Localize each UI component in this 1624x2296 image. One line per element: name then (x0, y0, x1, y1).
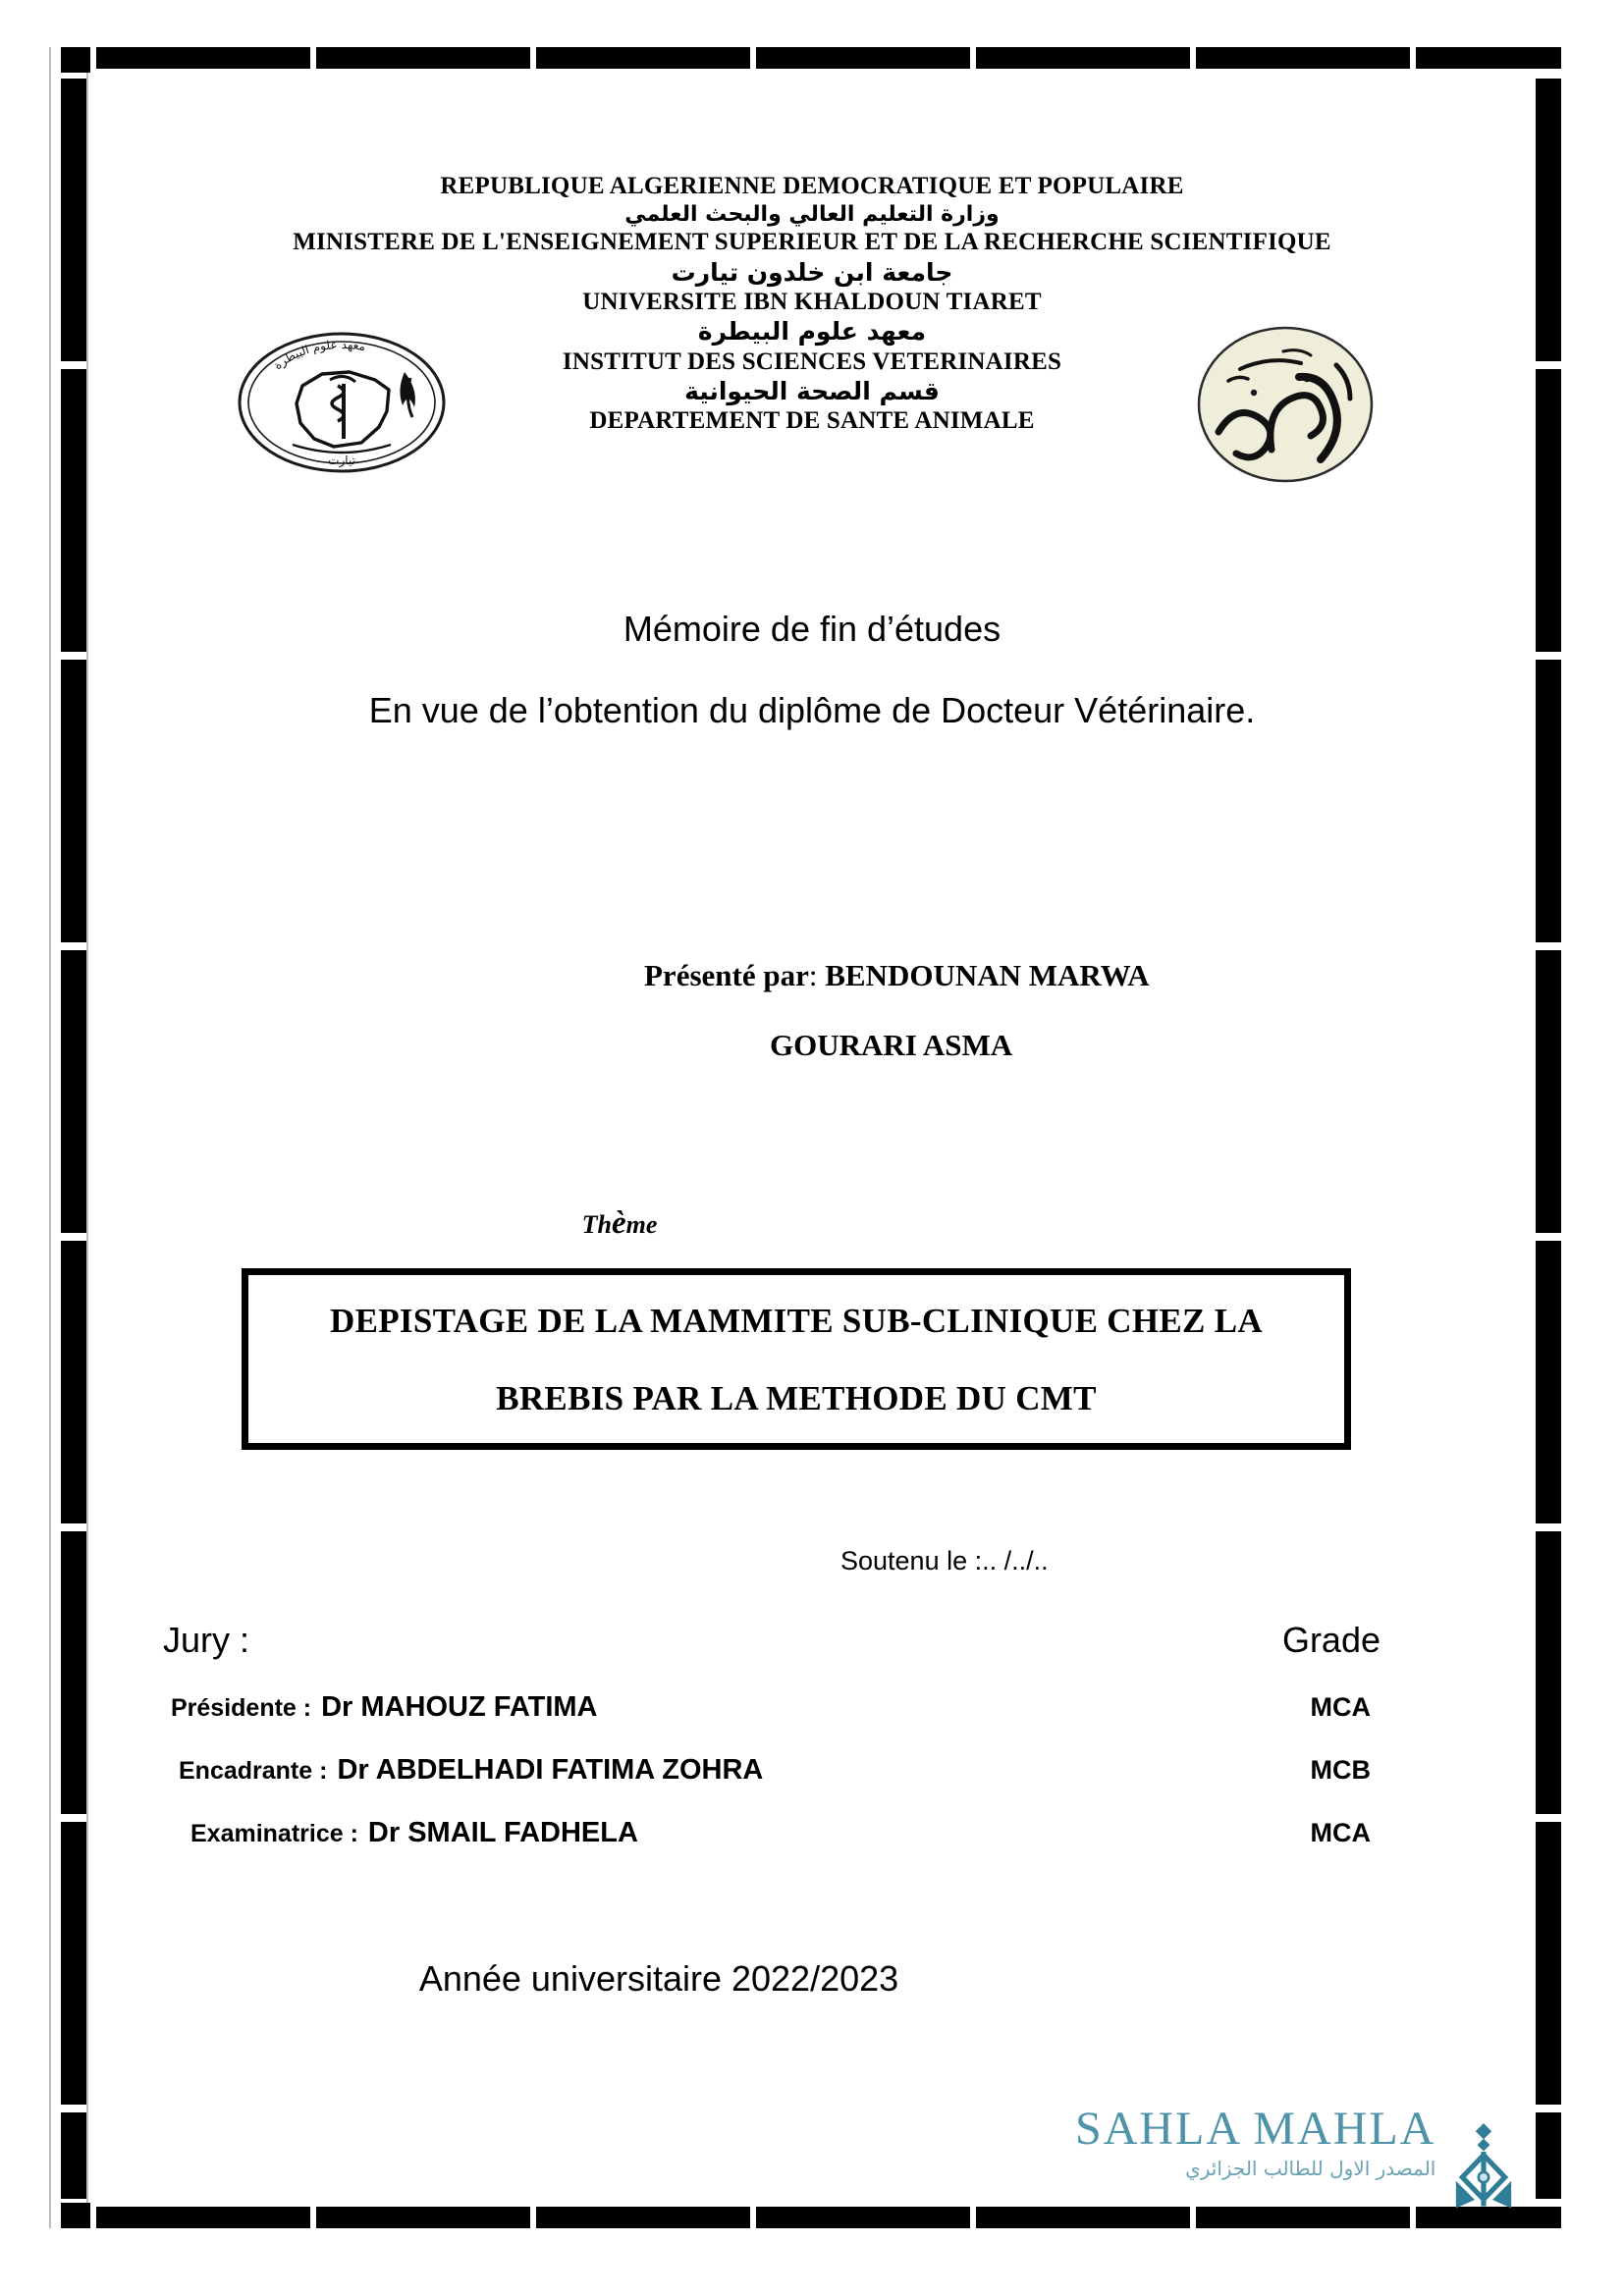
frame-segment-left (61, 1241, 86, 1523)
theme-label (94, 1205, 1145, 1242)
header-line-institute-ar: معهد علوم البيطرة (697, 317, 927, 347)
presented-by-block (644, 960, 1469, 1060)
thesis-title-box (242, 1268, 1351, 1450)
jury-member-row (143, 1691, 1420, 1724)
frame-segment-top (1416, 47, 1561, 69)
jury-member-grade: MCB (1310, 1755, 1371, 1785)
jury-heading-row (143, 1620, 1420, 1661)
header-line-republic: REPUBLIQUE ALGERIENNE DEMOCRATIQUE ET POPULAIRE (440, 173, 1184, 199)
svg-text:تيارت: تيارت (328, 454, 355, 467)
frame-segment-right (1536, 1241, 1561, 1523)
header-line-university-ar: جامعة ابن خلدون تيارت (671, 257, 953, 287)
jury-member-role: Examinatrice : (190, 1820, 358, 1847)
frame-segment-right (1536, 1822, 1561, 2105)
jury-member-left (179, 1754, 763, 1787)
frame-hairline-left (49, 47, 51, 2228)
presented-by-label: Présenté par (644, 958, 809, 992)
grade-heading-label: Grade (1281, 1620, 1380, 1660)
memoire-title-line: Mémoire de fin d’études (623, 609, 1001, 649)
frame-segment-top (976, 47, 1190, 69)
frame-segment-left (61, 369, 86, 652)
frame-segment-right (1536, 950, 1561, 1233)
frame-segment-bottom (756, 2207, 970, 2228)
watermark-title: SAHLA MAHLA (1075, 2103, 1436, 2155)
jury-member-left (190, 1817, 638, 1849)
theme-label-start: Th (581, 1210, 612, 1239)
frame-segment-bottom (96, 2207, 310, 2228)
frame-segment-left (61, 950, 86, 1233)
thesis-title-line-2: BREBIS PAR LA METHODE DU CMT (496, 1378, 1097, 1417)
frame-hairline-inner-left (86, 73, 88, 2203)
frame-segment-top (756, 47, 970, 69)
theme-label-accent: è (611, 1205, 626, 1241)
frame-segment-top (61, 47, 90, 73)
cover-page-content (94, 69, 1530, 2209)
header-line-institute: INSTITUT DES SCIENCES VETERINAIRES (562, 347, 1062, 375)
frame-segment-right (1536, 369, 1561, 652)
academic-year-line: Année universitaire 2022/2023 (418, 1958, 899, 1999)
frame-segment-bottom (61, 2203, 90, 2228)
svg-text:معهد علوم البيطرة: معهد علوم البيطرة (271, 337, 367, 373)
jury-member-role: Présidente : (171, 1694, 312, 1722)
frame-segment-left (61, 1531, 86, 1814)
jury-member-row (143, 1817, 1420, 1849)
sahla-mahla-emblem-icon (1445, 2117, 1522, 2216)
sahla-mahla-watermark (1075, 2103, 1566, 2238)
frame-segment-right (1536, 1531, 1561, 1814)
author-name-1: BENDOUNAN MARWA (825, 958, 1150, 992)
frame-segment-left (61, 1822, 86, 2105)
author-name-2: GOURARI ASMA (770, 1028, 1013, 1062)
frame-segment-top (316, 47, 530, 69)
memoire-subtitle-line: En vue de l’obtention du diplôme de Docteur Vétérinaire. (368, 690, 1256, 730)
watermark-text-column (1075, 2103, 1436, 2180)
presented-by-line-1 (644, 960, 1469, 990)
jury-member-role: Encadrante : (179, 1757, 328, 1785)
defense-date-line: Soutenu le :.. /../.. (840, 1546, 1049, 1575)
frame-segment-bottom (536, 2207, 750, 2228)
presented-by-line-2 (644, 1030, 1469, 1060)
header-line-department-ar: قسم الصحة الحيوانية (684, 377, 940, 405)
jury-section (143, 1620, 1420, 1849)
frame-segment-bottom (316, 2207, 530, 2228)
institut-veterinaire-seal-logo (232, 329, 452, 476)
theme-label-end: me (625, 1210, 658, 1239)
jury-member-name: Dr MAHOUZ FATIMA (321, 1691, 598, 1723)
header-line-ministry-ar: وزارة التعليم العالي والبحث العلمي (624, 201, 1000, 227)
header-line-university: UNIVERSITE IBN KHALDOUN TIARET (582, 288, 1042, 315)
jury-member-name: Dr ABDELHADI FATIMA ZOHRA (337, 1754, 764, 1786)
frame-segment-left (61, 79, 86, 361)
jury-heading-label: Jury : (163, 1620, 250, 1660)
jury-member-row (143, 1754, 1420, 1787)
watermark-subtitle: المصدر الاول للطالب الجزائري (1185, 2157, 1436, 2180)
frame-segment-top (536, 47, 750, 69)
frame-segment-left (61, 660, 86, 942)
jury-member-left (171, 1691, 598, 1724)
frame-segment-right (1536, 660, 1561, 942)
header-line-ministry: MINISTERE DE L'ENSEIGNEMENT SUPERIEUR ET DE LA RECHERCHE SCIENTIFIQUE (293, 229, 1331, 255)
frame-segment-left (61, 2112, 86, 2199)
presented-by-separator: : (808, 958, 818, 992)
universite-ibn-khaldoun-seal-logo (1189, 322, 1381, 487)
thesis-title-line-1: DEPISTAGE DE LA MAMMITE SUB-CLINIQUE CHEZ LA (330, 1301, 1263, 1340)
frame-segment-right (1536, 79, 1561, 361)
jury-member-name: Dr SMAIL FADHELA (367, 1817, 638, 1848)
header-line-department: DEPARTEMENT DE SANTE ANIMALE (589, 407, 1035, 435)
frame-segment-top (1196, 47, 1410, 69)
jury-member-grade: MCA (1310, 1818, 1371, 1847)
frame-segment-top (96, 47, 310, 69)
jury-member-grade: MCA (1310, 1692, 1371, 1722)
